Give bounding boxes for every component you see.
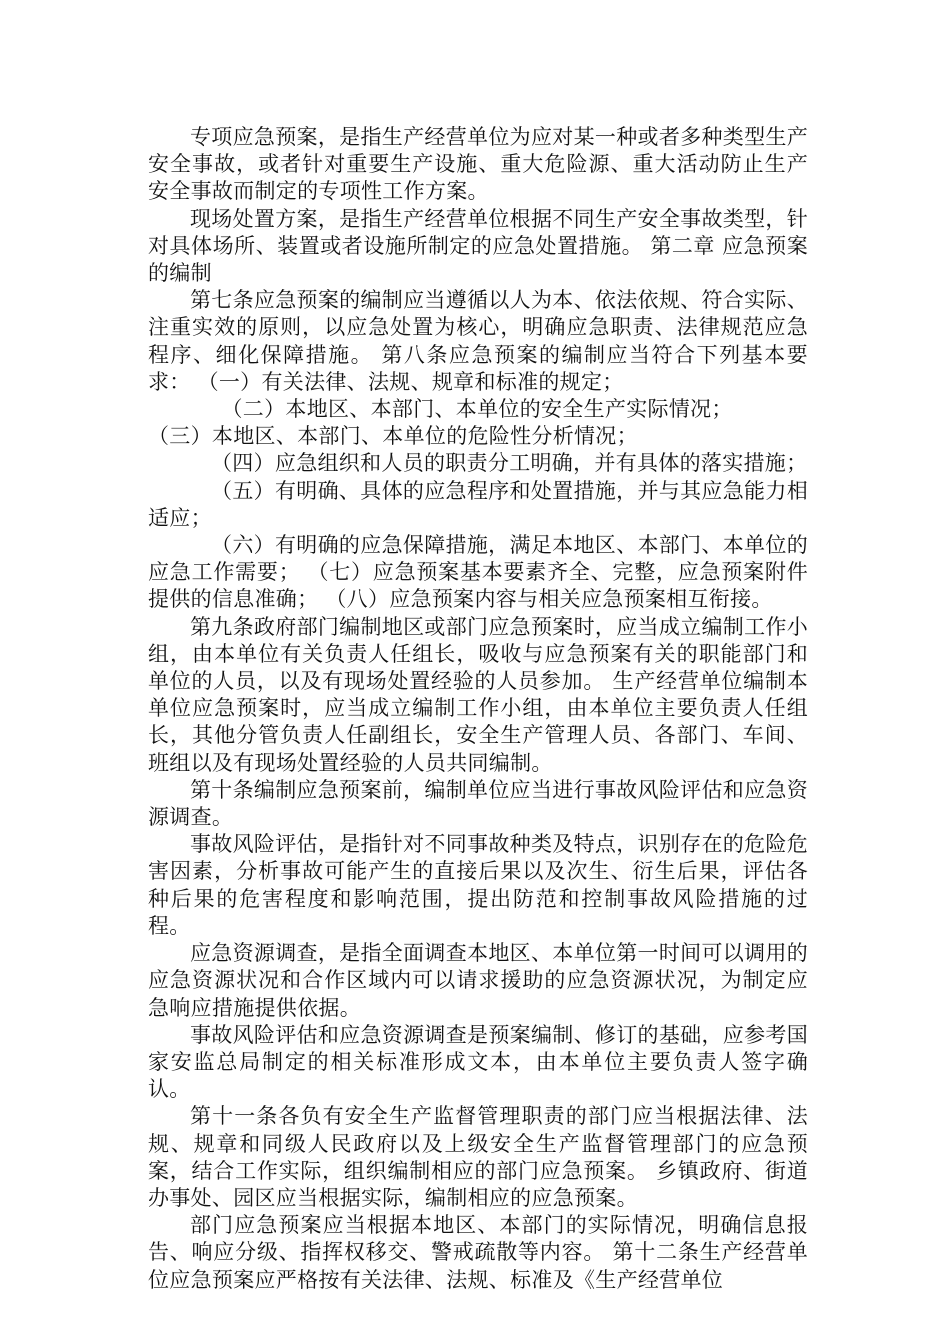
paragraph-onsite-plan: 现场处置方案，是指生产经营单位根据不同生产安全事故类型，针对具体场所、装置或者设施所制定的应急处置措施。 第二章 应急预案的编制 — [148, 206, 808, 286]
paragraph-requirement-4: （四）应急组织和人员的职责分工明确，并有具体的落实措施； — [211, 451, 808, 476]
paragraph-article-9: 第九条政府部门编制地区或部门应急预案时，应当成立编制工作小组，由本单位有关负责人任组长，吸收与应急预案有关的职能部门和单位的人员，以及有现场处置经验的人员参加。 生产经营单位编制本单位应急预案时，应当成立编制工作小组，由本单位主要负责人任组长，其他分管负责人任副组长，安全生产管理人员、各部门、车间、班组以及有现场处置经验的人员共同编制。 — [148, 614, 808, 775]
paragraph-requirement-5: （五）有明确、具体的应急程序和处置措施，并与其应急能力相适应； — [148, 478, 808, 530]
paragraph-article-12: 部门应急预案应当根据本地区、本部门的实际情况，明确信息报告、响应分级、指挥权移交、警戒疏散等内容。 第十二条生产经营单位应急预案应严格按有关法律、法规、标准及《生产经营单位 — [148, 1213, 808, 1292]
paragraph-special-plan: 专项应急预案，是指生产经营单位为应对某一种或者多种类型生产安全事故，或者针对重要生产设施、重大危险源、重大活动防止生产安全事故而制定的专项性工作方案。 — [148, 125, 808, 204]
paragraph-resource-survey: 应急资源调查，是指全面调查本地区、本单位第一时间可以调用的应急资源状况和合作区域内可以请求援助的应急资源状况，为制定应急响应措施提供依据。 — [148, 941, 808, 1020]
paragraph-article-10: 第十条编制应急预案前，编制单位应当进行事故风险评估和应急资源调查。 — [148, 777, 808, 830]
paragraph-requirement-3: （三）本地区、本部门、本单位的危险性分析情况； — [148, 424, 638, 449]
paragraph-risk-assessment: 事故风险评估，是指针对不同事故种类及特点，识别存在的危险危害因素，分析事故可能产生的直接后果以及次生、衍生后果，评估各种后果的危害程度和影响范围，提出防范和控制事故风险措施的过程。 — [148, 832, 808, 938]
paragraph-basis: 事故风险评估和应急资源调查是预案编制、修订的基础，应参考国家安监总局制定的相关标准形成文本，由本单位主要负责人签字确认。 — [148, 1022, 808, 1102]
paragraph-article-11: 第十一条各负有安全生产监督管理职责的部门应当根据法律、法规、规章和同级人民政府以及上级安全生产监督管理部门的应急预案，结合工作实际，组织编制相应的部门应急预案。 乡镇政府、街道办事处、园区应当根据实际，编制相应的应急预案。 — [148, 1104, 808, 1210]
paragraph-requirement-6-8: （六）有明确的应急保障措施，满足本地区、本部门、本单位的应急工作需要； （七）应急预案基本要素齐全、完整，应急预案附件提供的信息准确； （八）应急预案内容与相关应急预案相互衔接。 — [148, 533, 808, 612]
paragraph-requirement-2: （二）本地区、本部门、本单位的安全生产实际情况； — [221, 397, 733, 422]
paragraph-article-7-8: 第七条应急预案的编制应当遵循以人为本、依法依规、符合实际、注重实效的原则，以应急处置为核心，明确应急职责、法律规范应急程序、细化保障措施。 第八条应急预案的编制应当符合下列基本要求： （一）有关法律、法规、规章和标准的规定； — [148, 288, 808, 394]
document-body — [148, 124, 808, 1294]
